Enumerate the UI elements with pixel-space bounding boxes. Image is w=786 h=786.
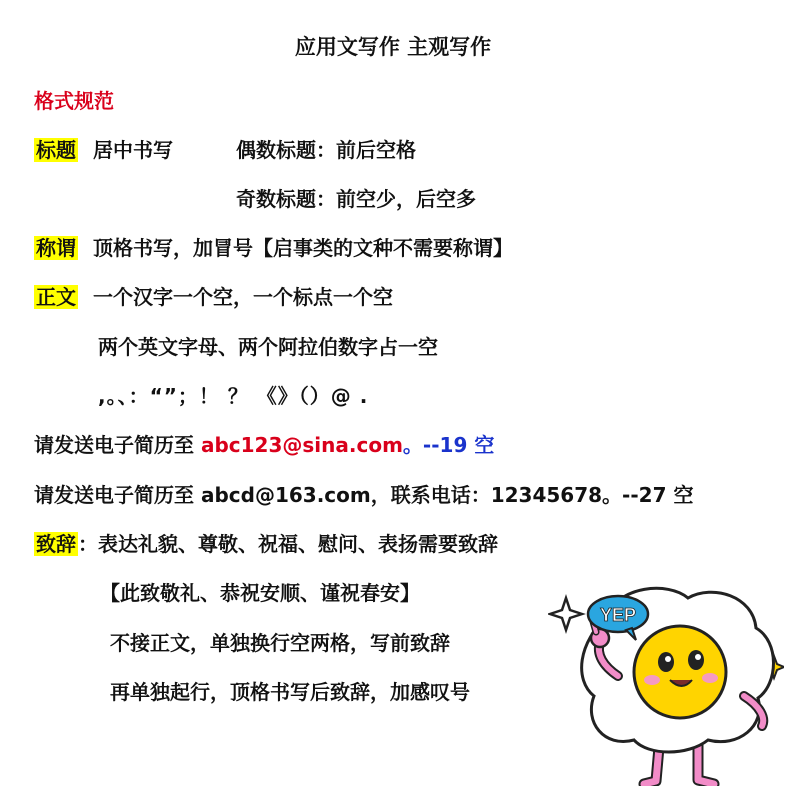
tag-biaoti: 标题 <box>36 138 76 162</box>
page-title: 应用文写作 主观写作 <box>294 35 492 59</box>
section-heading: 格式规范 <box>34 89 114 113</box>
tag-zhici: 致辞 <box>36 532 76 556</box>
closing-rule-line3: 不接正文，单独换行空两格，写前致辞 <box>110 631 450 655</box>
email1-suffix: 。--19 空 <box>402 433 495 457</box>
yep-badge-text: YEP <box>599 605 637 625</box>
email1-prefix: 请发送电子简历至 <box>34 433 201 457</box>
tag-zhengwen: 正文 <box>36 285 76 309</box>
closing-rule-text: ：表达礼貌、尊敬、祝福、慰问、表扬需要致辞 <box>78 532 498 556</box>
sparkle-icon <box>550 598 582 630</box>
title-rule-row <box>34 135 173 165</box>
title-rule-center: 居中书写 <box>92 138 173 162</box>
title-rule-odd: 奇数标题：前空少，后空多 <box>236 187 476 211</box>
egg-mascot-icon <box>548 576 784 786</box>
body-rule-punctuation: ,。、：“”；！ ？ 《》（）@ . <box>98 384 369 408</box>
email-example-2: 请发送电子简历至 abcd@163.com，联系电话：12345678。--27 空 <box>34 483 694 507</box>
title-rule-even: 偶数标题：前后空格 <box>236 138 416 162</box>
salutation-rule-row <box>34 233 513 263</box>
body-rule-row <box>34 282 393 312</box>
body-rule-text1: 一个汉字一个空，一个标点一个空 <box>92 285 393 309</box>
email-example-1 <box>34 430 494 460</box>
closing-rule-row <box>34 529 498 559</box>
closing-rule-line4: 再单独起行，顶格书写后致辞，加感叹号 <box>110 680 470 704</box>
closing-rule-examples: 【此致敬礼、恭祝安顺、谨祝春安】 <box>100 581 420 605</box>
salutation-rule-text: 顶格书写，加冒号【启事类的文种不需要称谓】 <box>92 236 513 260</box>
email1-address: abc123@sina.com <box>200 433 403 457</box>
tag-chengwei: 称谓 <box>36 236 76 260</box>
body-rule-text2: 两个英文字母、两个阿拉伯数字占一空 <box>98 335 438 359</box>
